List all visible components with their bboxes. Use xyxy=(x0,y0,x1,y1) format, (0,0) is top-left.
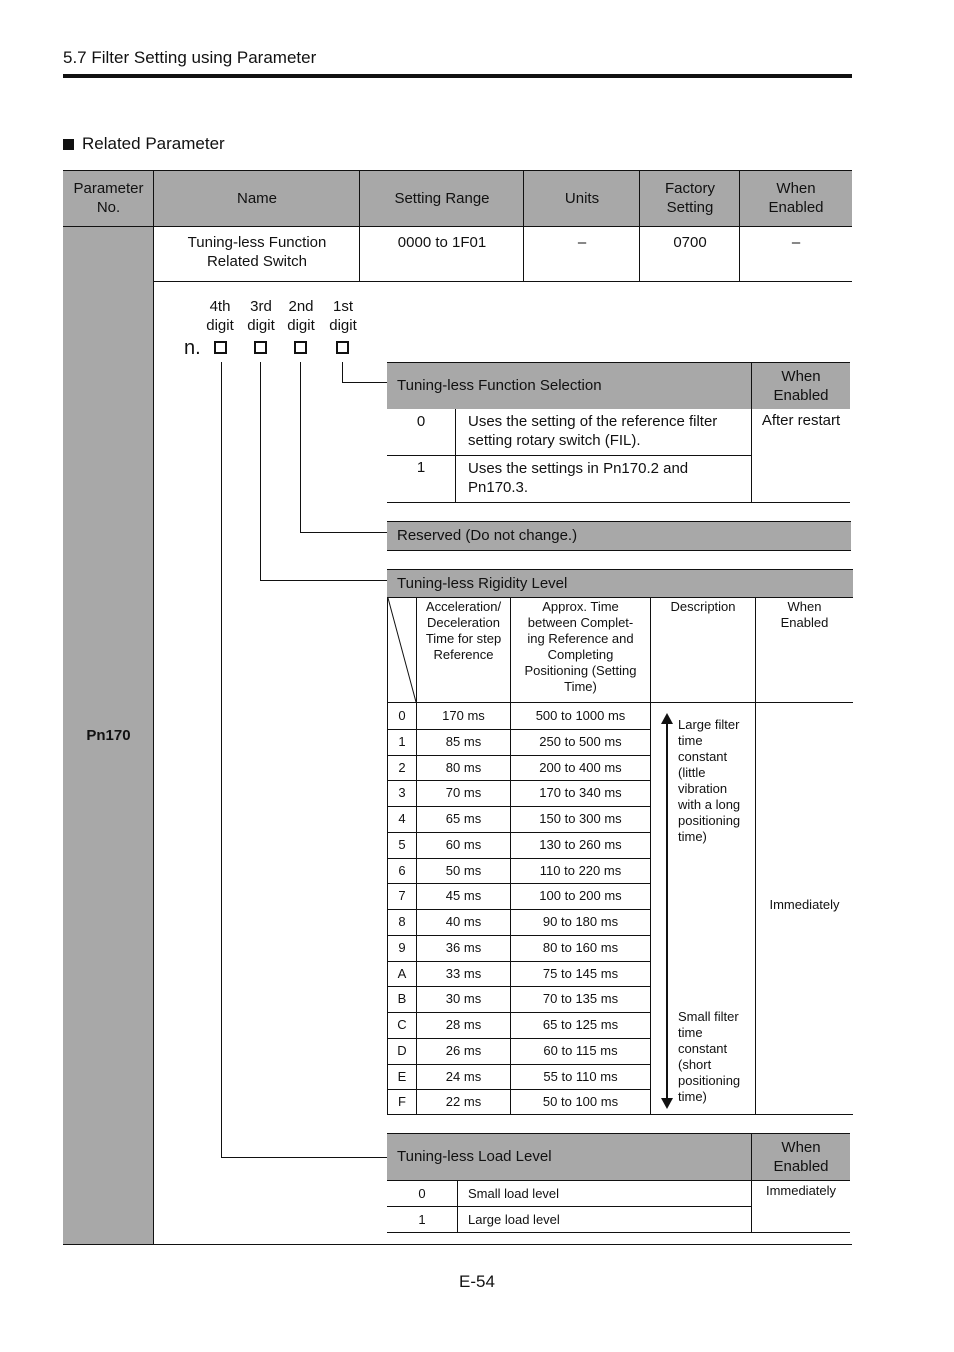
rigidity-col-when: When Enabled xyxy=(780,599,829,630)
rigidity-row-code: B xyxy=(397,991,407,1006)
rigidity-row-accel: 80 ms xyxy=(445,759,482,775)
rule xyxy=(739,170,740,281)
function-row-desc: Uses the setting of the reference filter setting rotary switch (FIL). xyxy=(468,413,718,449)
param-units: – xyxy=(577,234,587,251)
rigidity-col-approx: Approx. Time between Complet- ing Reference and Completing Positioning (Setting Time) xyxy=(524,599,637,694)
header-factory-setting: Factory Setting xyxy=(640,170,740,226)
rigidity-row-code: 8 xyxy=(398,914,406,929)
rigidity-row-code: D xyxy=(397,1043,407,1058)
rigidity-row-accel: 24 ms xyxy=(445,1068,482,1084)
rule xyxy=(387,780,650,781)
connector-line xyxy=(260,362,261,580)
rule xyxy=(639,170,640,281)
digit-label-1st: 1st digit xyxy=(329,298,357,334)
section-title: Related Parameter xyxy=(82,134,225,153)
load-level-when-header: When Enabled xyxy=(752,1133,850,1180)
header-name: Name xyxy=(154,170,360,226)
rule xyxy=(751,362,752,502)
rigidity-row-code: F xyxy=(398,1094,406,1109)
rule xyxy=(387,806,650,807)
rule xyxy=(387,597,853,598)
rigidity-row-code: 5 xyxy=(398,837,406,852)
rule xyxy=(387,1038,650,1039)
header-diagonal xyxy=(387,597,417,703)
rule xyxy=(154,281,852,282)
function-row-code: 1 xyxy=(416,459,426,476)
rule xyxy=(63,226,852,227)
function-when-value: After restart xyxy=(761,411,841,429)
page-header-title: 5.7 Filter Setting using Parameter xyxy=(63,48,317,67)
rigidity-row-code: A xyxy=(397,965,407,981)
rule xyxy=(387,362,850,363)
connector-line xyxy=(342,382,387,383)
rule xyxy=(387,1064,650,1065)
load-row-code: 1 xyxy=(418,1211,426,1227)
rigidity-row-approx: 200 to 400 ms xyxy=(539,759,622,775)
header-units: Units xyxy=(524,170,640,226)
digit-box-3rd xyxy=(254,341,267,354)
rule xyxy=(387,521,851,522)
param-setting-range: 0000 to 1F01 xyxy=(397,234,487,251)
rigidity-row-accel: 36 ms xyxy=(445,940,482,955)
rule xyxy=(359,170,360,281)
rule xyxy=(387,729,650,730)
rule xyxy=(387,755,650,756)
rigidity-row-accel: 60 ms xyxy=(445,837,482,852)
rigidity-row-approx: 60 to 115 ms xyxy=(543,1043,618,1058)
rigidity-row-accel: 65 ms xyxy=(445,811,482,826)
connector-line xyxy=(260,580,387,581)
rule xyxy=(387,909,650,910)
header-param-no: Parameter No. xyxy=(63,170,154,226)
rigidity-row-accel: 26 ms xyxy=(445,1043,482,1058)
rigidity-row-accel: 33 ms xyxy=(445,965,482,981)
param-no-cell: Pn170 xyxy=(63,226,154,1244)
rigidity-row-code: 7 xyxy=(398,888,406,903)
rule xyxy=(387,935,650,936)
header-rule xyxy=(63,74,852,78)
connector-line xyxy=(300,362,301,532)
connector-line xyxy=(221,362,222,1157)
rigidity-row-approx: 500 to 1000 ms xyxy=(535,708,626,723)
rule xyxy=(387,502,850,503)
load-level-title: Tuning-less Load Level xyxy=(387,1133,752,1180)
header-when-enabled: When Enabled xyxy=(740,170,852,226)
load-when-value: Immediately xyxy=(765,1183,837,1198)
rigidity-row-code: 2 xyxy=(398,759,406,775)
rigidity-row-code: 3 xyxy=(398,785,406,800)
function-row-code: 0 xyxy=(416,413,426,430)
rule xyxy=(387,883,650,884)
rigidity-col-accel: Acceleration/ Deceleration Time for step Reference xyxy=(425,599,502,662)
connector-line xyxy=(300,532,387,533)
rigidity-row-code: C xyxy=(397,1017,407,1032)
function-selection-title: Tuning-less Function Selection xyxy=(387,362,752,409)
rigidity-row-approx: 70 to 135 ms xyxy=(542,991,619,1006)
arrow-up-down-icon xyxy=(658,713,678,1109)
rigidity-row-approx: 50 to 100 ms xyxy=(542,1094,619,1109)
digit-prefix: n. xyxy=(184,337,201,359)
rigidity-row-code: 1 xyxy=(398,734,406,749)
rigidity-desc-bottom: Small filter time constant (short positioning time) xyxy=(678,1009,741,1104)
rigidity-row-approx: 75 to 145 ms xyxy=(542,965,619,981)
reserved-title: Reserved (Do not change.) xyxy=(387,521,851,550)
digit-label-2nd: 2nd digit xyxy=(287,298,315,334)
rigidity-row-accel: 45 ms xyxy=(445,888,482,903)
rigidity-when-value: Immediately xyxy=(769,897,840,912)
rigidity-row-approx: 130 to 260 ms xyxy=(539,837,622,852)
section-heading xyxy=(63,134,225,154)
rule xyxy=(63,170,852,171)
rigidity-row-accel: 40 ms xyxy=(445,914,482,929)
rigidity-row-accel: 28 ms xyxy=(445,1017,482,1032)
rule xyxy=(387,832,650,833)
rigidity-row-accel: 30 ms xyxy=(445,991,482,1006)
rigidity-row-approx: 250 to 500 ms xyxy=(539,734,622,749)
rigidity-col-desc: Description xyxy=(670,599,736,614)
page-number: E-54 xyxy=(459,1272,495,1291)
digit-label-3rd: 3rd digit xyxy=(247,298,275,334)
rule xyxy=(387,986,650,987)
rule xyxy=(387,569,853,570)
function-selection-when-header: When Enabled xyxy=(752,362,850,409)
rigidity-row-approx: 55 to 110 ms xyxy=(543,1068,618,1084)
rule xyxy=(523,170,524,281)
rigidity-row-approx: 65 to 125 ms xyxy=(542,1017,619,1032)
rigidity-title: Tuning-less Rigidity Level xyxy=(387,569,853,597)
connector-line xyxy=(221,1157,387,1158)
param-when-enabled: – xyxy=(791,234,801,251)
digit-box-1st xyxy=(336,341,349,354)
rule xyxy=(63,1244,852,1245)
rule xyxy=(387,1089,650,1090)
rigidity-row-approx: 100 to 200 ms xyxy=(539,888,622,903)
param-name: Tuning-less Function Related Switch xyxy=(187,234,327,270)
rule xyxy=(387,550,851,551)
rigidity-row-code: 6 xyxy=(398,862,406,878)
rule xyxy=(387,961,650,962)
rigidity-row-approx: 90 to 180 ms xyxy=(542,914,619,929)
rigidity-row-approx: 80 to 160 ms xyxy=(542,940,619,955)
digit-box-2nd xyxy=(294,341,307,354)
rigidity-row-accel: 70 ms xyxy=(445,785,482,800)
rigidity-row-accel: 170 ms xyxy=(442,708,485,723)
load-row-desc: Small load level xyxy=(468,1185,560,1201)
rigidity-row-code: 9 xyxy=(398,940,406,955)
connector-line xyxy=(342,362,343,382)
digit-label-4th: 4th digit xyxy=(206,298,234,334)
header-setting-range: Setting Range xyxy=(360,170,524,226)
rigidity-row-accel: 50 ms xyxy=(445,862,482,878)
bullet-square-icon xyxy=(63,139,74,150)
rigidity-row-accel: 85 ms xyxy=(445,734,482,749)
rule xyxy=(153,170,154,1244)
load-row-code: 0 xyxy=(418,1185,426,1201)
rule xyxy=(387,1012,650,1013)
rigidity-row-approx: 110 to 220 ms xyxy=(539,862,622,878)
load-row-desc: Large load level xyxy=(468,1211,560,1227)
rigidity-desc-top: Large filter time constant (little vibration with a long positioning time) xyxy=(678,717,741,844)
function-row-desc: Uses the settings in Pn170.2 and Pn170.3. xyxy=(468,460,689,496)
rigidity-row-accel: 22 ms xyxy=(445,1094,482,1109)
rule xyxy=(387,1232,850,1233)
rigidity-row-code: 4 xyxy=(398,811,406,826)
rigidity-row-approx: 170 to 340 ms xyxy=(539,785,622,800)
rigidity-row-code: 0 xyxy=(398,708,406,723)
digit-box-4th xyxy=(214,341,227,354)
rigidity-row-approx: 150 to 300 ms xyxy=(539,811,622,826)
rule xyxy=(387,1133,850,1134)
rigidity-row-code: E xyxy=(397,1068,407,1084)
param-factory-setting: 0700 xyxy=(673,234,707,251)
rule xyxy=(387,858,650,859)
